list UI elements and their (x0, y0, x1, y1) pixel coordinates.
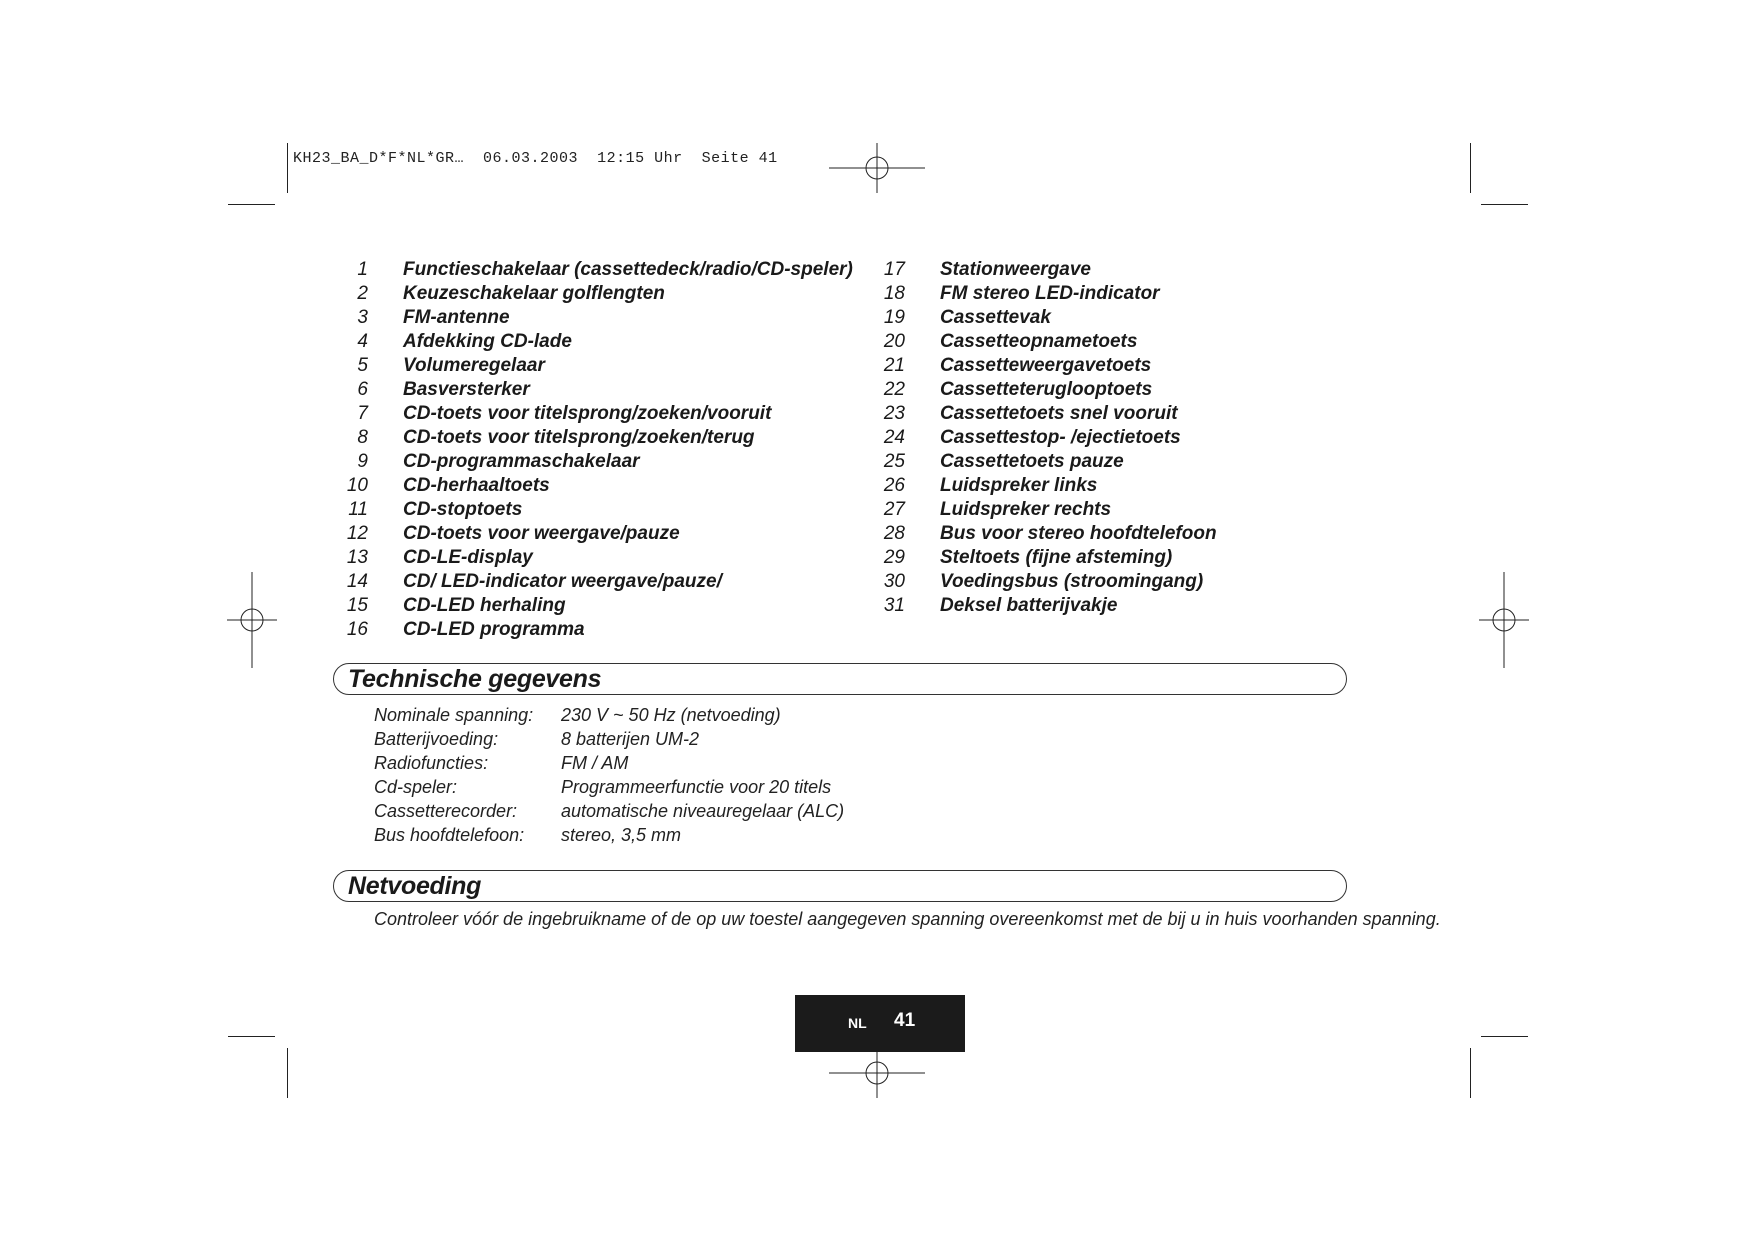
spec-value: FM / AM (561, 753, 629, 773)
item-label: CD-herhaaltoets (403, 475, 550, 496)
spec-label: Batterijvoeding: (374, 729, 499, 749)
item-label: CD-LED herhaling (403, 595, 566, 616)
item-number: 31 (883, 595, 905, 616)
item-number: 17 (883, 259, 905, 280)
power-supply-text: Controleer vóór de ingebruikname of de op uw toestel aangegeven spanning overeenkomst met de bij u in huis voorhanden spanning. (374, 909, 1441, 929)
item-label: Basversterker (403, 379, 530, 400)
spec-row (374, 727, 974, 751)
item-number: 19 (883, 307, 905, 328)
spec-row (374, 703, 974, 727)
item-label: Luidspreker links (940, 475, 1098, 496)
section-header-power-supply (333, 870, 1347, 902)
item-label: Voedingsbus (stroomingang) (940, 571, 1204, 592)
spec-list (374, 703, 974, 847)
item-label: Functieschakelaar (cassettedeck/radio/CD-speler) (403, 259, 853, 280)
item-label: Cassettestop- /ejectietoets (940, 427, 1181, 448)
item-label: Keuzeschakelaar golflengten (403, 283, 665, 304)
item-number: 11 (348, 499, 368, 520)
item-label: FM stereo LED-indicator (940, 283, 1160, 304)
item-number: 7 (357, 403, 368, 424)
item-label: Cassettetoets snel vooruit (940, 403, 1178, 424)
item-number: 26 (883, 475, 905, 496)
spec-label: Cd-speler: (374, 777, 458, 797)
item-label: CD-LE-display (403, 547, 533, 568)
spec-label: Bus hoofdtelefoon: (374, 825, 525, 845)
crop-mark (1470, 1048, 1471, 1098)
slug-date: 06.03.2003 (483, 150, 579, 167)
item-label: Afdekking CD-lade (403, 331, 572, 352)
item-number: 14 (346, 571, 368, 592)
item-label: FM-antenne (403, 307, 510, 328)
item-number: 27 (883, 499, 905, 520)
slug-page: Seite 41 (701, 150, 778, 167)
spec-value: Programmeerfunctie voor 20 titels (561, 777, 832, 797)
registration-mark-bottom (829, 1048, 925, 1098)
item-number: 23 (883, 403, 905, 424)
section-header-technical-data (333, 663, 1347, 695)
item-number: 5 (357, 355, 368, 376)
spec-row (374, 775, 974, 799)
spec-value: stereo, 3,5 mm (561, 825, 682, 845)
registration-mark-right (1479, 572, 1529, 668)
language-code: NL (848, 1015, 867, 1031)
section-title: Technische gegevens (348, 665, 602, 693)
registration-mark-top (829, 143, 925, 193)
page-number: 41 (894, 1010, 916, 1031)
slug-file: KH23_BA_D*F*NL*GR… (293, 150, 465, 167)
item-number: 22 (883, 379, 905, 400)
item-number: 6 (357, 379, 368, 400)
registration-mark-left (227, 572, 277, 668)
item-number: 8 (357, 427, 368, 448)
item-label: CD-toets voor titelsprong/zoeken/vooruit (403, 403, 772, 424)
item-label: Cassettevak (940, 307, 1051, 328)
item-number: 20 (883, 331, 905, 352)
section-title: Netvoeding (348, 872, 482, 900)
item-number: 21 (883, 355, 905, 376)
item-number: 12 (346, 523, 368, 544)
crop-mark (1481, 1036, 1528, 1037)
item-label: Steltoets (fijne afsteming) (940, 547, 1173, 568)
crop-mark (1481, 204, 1528, 205)
item-number: 15 (346, 595, 368, 616)
item-label: Volumeregelaar (403, 355, 545, 376)
item-number: 25 (883, 451, 905, 472)
item-number: 13 (346, 547, 368, 568)
item-label: Cassetteopnametoets (940, 331, 1138, 352)
spec-row (374, 823, 974, 847)
item-label: CD-toets voor weergave/pauze (403, 523, 680, 544)
item-number: 29 (883, 547, 905, 568)
item-number: 16 (346, 619, 368, 640)
spec-value: 8 batterijen UM-2 (561, 729, 700, 749)
spec-row (374, 799, 974, 823)
item-label: CD-LED programma (403, 619, 585, 640)
item-number: 3 (357, 307, 368, 328)
crop-mark (287, 1048, 288, 1098)
item-number: 24 (883, 427, 905, 448)
page-number-box (795, 995, 965, 1052)
item-number: 30 (883, 571, 905, 592)
item-label: CD-programmaschakelaar (403, 451, 640, 472)
item-label: Deksel batterijvakje (940, 595, 1118, 616)
crop-mark (1470, 143, 1471, 193)
item-number: 1 (357, 259, 368, 280)
crop-mark (228, 204, 275, 205)
item-label: Cassetteweergavetoets (940, 355, 1152, 376)
item-label: Cassetteteruglooptoets (940, 379, 1153, 400)
spec-row (374, 751, 974, 775)
item-number: 2 (357, 283, 368, 304)
spec-value: 230 V ~ 50 Hz (netvoeding) (561, 705, 781, 725)
crop-mark (287, 143, 288, 193)
print-slug (293, 150, 778, 167)
item-label: CD-stoptoets (403, 499, 523, 520)
item-number: 28 (883, 523, 905, 544)
slug-time: 12:15 Uhr (597, 150, 683, 167)
item-label: CD/ LED-indicator weergave/pauze/ (403, 571, 722, 592)
item-number: 10 (346, 475, 368, 496)
spec-value: automatische niveauregelaar (ALC) (561, 801, 845, 821)
item-label: Cassettetoets pauze (940, 451, 1124, 472)
item-number: 9 (357, 451, 368, 472)
item-number: 4 (357, 331, 368, 352)
spec-label: Nominale spanning: (374, 705, 534, 725)
item-label: CD-toets voor titelsprong/zoeken/terug (403, 427, 755, 448)
item-label: Stationweergave (940, 259, 1091, 280)
item-number: 18 (883, 283, 905, 304)
spec-label: Cassetterecorder: (374, 801, 518, 821)
crop-mark (228, 1036, 275, 1037)
item-label: Bus voor stereo hoofdtelefoon (940, 523, 1217, 544)
spec-label: Radiofuncties: (374, 753, 489, 773)
item-label: Luidspreker rechts (940, 499, 1112, 520)
